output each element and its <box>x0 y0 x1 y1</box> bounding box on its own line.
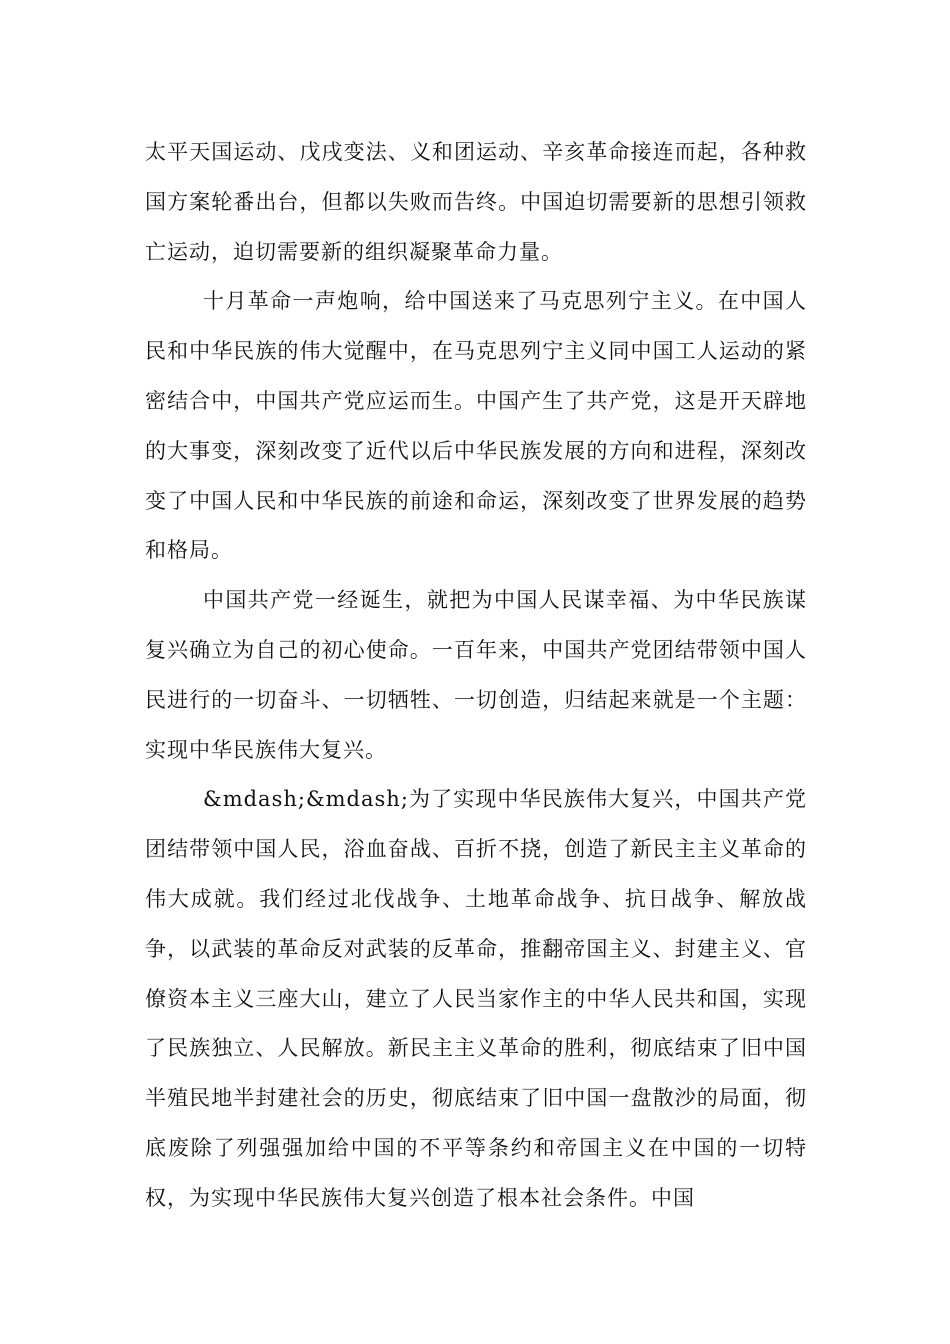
paragraph-1: 太平天国运动、戊戌变法、义和团运动、辛亥革命接连而起，各种救国方案轮番出台，但都以失败而告终。中国迫切需要新的思想引领救亡运动，迫切需要新的组织凝聚革命力量。 <box>145 140 807 264</box>
paragraph-2: 十月革命一声炮响，给中国送来了马克思列宁主义。在中国人民和中华民族的伟大觉醒中，在马克思列宁主义同中国工人运动的紧密结合中，中国共产党应运而生。中国产生了共产党，这是开天辟地的大事变，深刻改变了近代以后中华民族发展的方向和进程，深刻改变了中国人民和中华民族的前途和命运，深刻改变了世界发展的趋势和格局。 <box>145 289 807 563</box>
document-body <box>145 128 807 1224</box>
paragraph-3: 中国共产党一经诞生，就把为中国人民谋幸福、为中华民族谋复兴确立为自己的初心使命。一百年来，中国共产党团结带领中国人民进行的一切奋斗、一切牺牲、一切创造，归结起来就是一个主题：实现中华民族伟大复兴。 <box>145 588 807 762</box>
paragraph-4: &mdash;&mdash;为了实现中华民族伟大复兴，中国共产党团结带领中国人民，浴血奋战、百折不挠，创造了新民主主义革命的伟大成就。我们经过北伐战争、土地革命战争、抗日战争、解放战争，以武装的革命反对武装的反革命，推翻帝国主义、封建主义、官僚资本主义三座大山，建立了人民当家作主的中华人民共和国，实现了民族独立、人民解放。新民主主义革命的胜利，彻底结束了旧中国半殖民地半封建社会的历史，彻底结束了旧中国一盘散沙的局面，彻底废除了列强强加给中国的不平等条约和帝国主义在中国的一切特权，为实现中华民族伟大复兴创造了根本社会条件。中国 <box>145 787 807 1210</box>
